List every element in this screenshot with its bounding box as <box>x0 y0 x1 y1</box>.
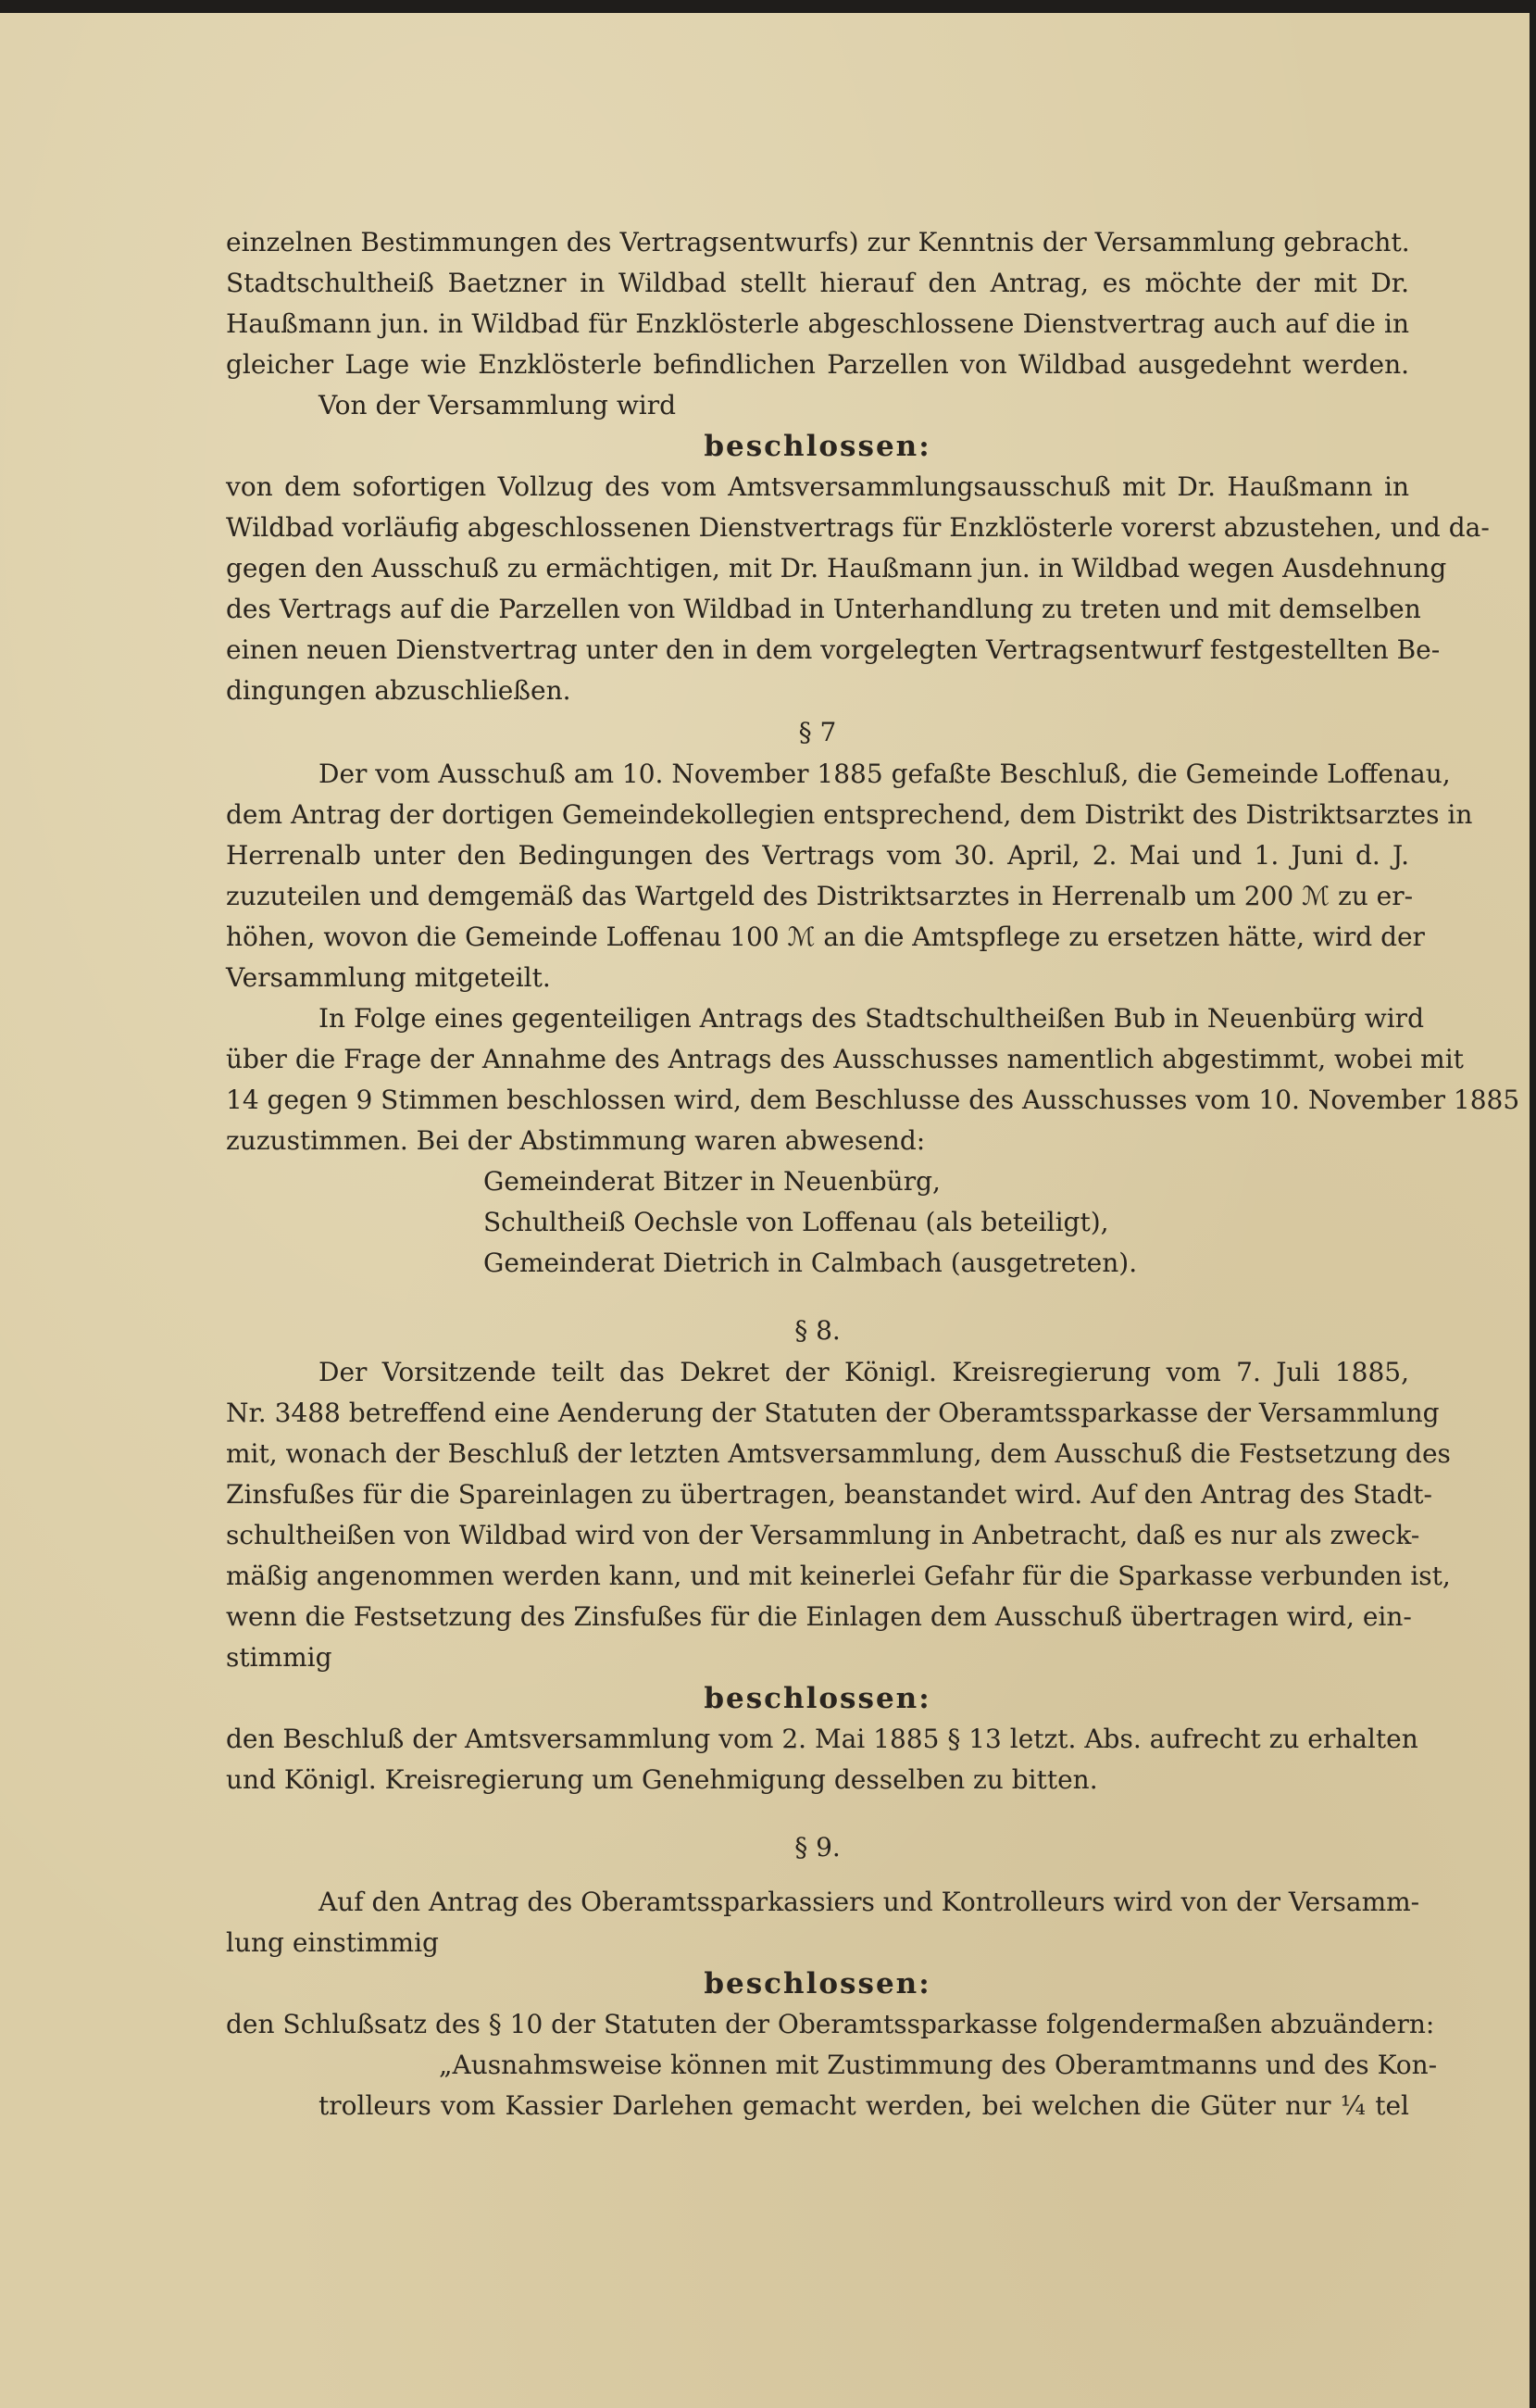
text-line: stimmig <box>226 1642 332 1673</box>
text-line: wenn die Festsetzung des Zinsfußes für die Einlagen dem Ausschuß übertragen wird, ein- <box>226 1601 1412 1632</box>
text-line: dingungen abzuschließen. <box>226 675 571 706</box>
text-line: Nr. 3488 betreffend eine Aenderung der Statuten der Oberamtssparkasse der Versammlung <box>226 1398 1440 1428</box>
document-body <box>226 222 1520 2126</box>
text-line: 14 gegen 9 Stimmen beschlossen wird, dem Beschlusse des Ausschusses vom 10. November 1885 <box>226 1085 1520 1115</box>
text-line: mäßig angenommen werden kann, und mit keinerlei Gefahr für die Sparkasse verbunden ist, <box>226 1561 1451 1591</box>
section-number: § 8. <box>794 1315 841 1346</box>
text-line: Versammlung mitgeteilt. <box>226 962 551 993</box>
text-line: zuzustimmen. Bei der Abstimmung waren abwesend: <box>226 1125 926 1156</box>
text-line: Der Vorsitzende teilt das Dekret der Königl. Kreisregierung vom 7. Juli 1885, <box>318 1357 1409 1387</box>
text-line: mit, wonach der Beschluß der letzten Amtsversammlung, dem Ausschuß die Festsetzung des <box>226 1438 1451 1469</box>
text-line: gleicher Lage wie Enzklösterle befindlichen Parzellen von Wildbad ausgedehnt werden. <box>226 349 1409 380</box>
text-line: über die Frage der Annahme des Antrags des Ausschusses namentlich abgestimmt, wobei mit <box>226 1044 1464 1074</box>
absent-member: Schultheiß Oechsle von Loffenau (als beteiligt), <box>483 1207 1109 1237</box>
text-line: Von der Versammlung wird <box>318 390 677 420</box>
resolution-heading: beschlossen: <box>704 430 931 463</box>
text-line: gegen den Ausschuß zu ermächtigen, mit Dr. Haußmann jun. in Wildbad wegen Ausdehnung <box>226 553 1447 583</box>
text-line: Herrenalb unter den Bedingungen des Vertrags vom 30. April, 2. Mai und 1. Juni d. J. <box>226 840 1409 871</box>
document-page <box>0 13 1530 2408</box>
resolution-heading: beschlossen: <box>704 1682 931 1715</box>
quoted-line: „Ausnahmsweise können mit Zustimmung des Oberamtmanns und des Kon- <box>439 2050 1438 2080</box>
text-line: den Schlußsatz des § 10 der Statuten der Oberamtssparkasse folgendermaßen abzuändern: <box>226 2009 1435 2039</box>
text-line: Haußmann jun. in Wildbad für Enzklösterle abgeschlossene Dienstvertrag auch auf die in <box>226 308 1409 339</box>
text-line: Auf den Antrag des Oberamtssparkassiers und Kontrolleurs wird von der Versamm- <box>318 1887 1420 1917</box>
resolution-heading: beschlossen: <box>704 1967 931 2000</box>
absent-member: Gemeinderat Bitzer in Neuenbürg, <box>483 1166 941 1197</box>
text-line: einen neuen Dienstvertrag unter den in dem vorgelegten Vertragsentwurf festgestellten Be- <box>226 634 1441 665</box>
text-line: lung einstimmig <box>226 1927 439 1958</box>
text-line: schultheißen von Wildbad wird von der Versammlung in Anbetracht, daß es nur als zweck- <box>226 1520 1420 1550</box>
quoted-line: trolleurs vom Kassier Darlehen gemacht werden, bei welchen die Güter nur ¼ tel <box>318 2090 1409 2121</box>
text-line: des Vertrags auf die Parzellen von Wildbad in Unterhandlung zu treten und mit demselben <box>226 594 1421 624</box>
text-line: den Beschluß der Amtsversammlung vom 2. Mai 1885 § 13 letzt. Abs. aufrecht zu erhalten <box>226 1724 1418 1754</box>
text-line: Zinsfußes für die Spareinlagen zu übertragen, beanstandet wird. Auf den Antrag des Stadt- <box>226 1479 1432 1510</box>
text-line: Stadtschultheiß Baetzner in Wildbad stellt hierauf den Antrag, es möchte der mit Dr. <box>226 268 1409 298</box>
section-number: § 7 <box>798 717 837 747</box>
text-line: und Königl. Kreisregierung um Genehmigung desselben zu bitten. <box>226 1764 1098 1795</box>
text-line: Der vom Ausschuß am 10. November 1885 gefaßte Beschluß, die Gemeinde Loffenau, <box>318 759 1451 789</box>
text-line: höhen, wovon die Gemeinde Loffenau 100 ℳ an die Amtspflege zu ersetzen hätte, wird der <box>226 922 1425 952</box>
text-line: dem Antrag der dortigen Gemeindekollegien entsprechend, dem Distrikt des Distriktsarztes in <box>226 799 1473 830</box>
absent-member: Gemeinderat Dietrich in Calmbach (ausgetreten). <box>483 1248 1138 1278</box>
text-line: von dem sofortigen Vollzug des vom Amtsversammlungsausschuß mit Dr. Haußmann in <box>226 471 1409 502</box>
text-line: zuzuteilen und demgemäß das Wartgeld des Distriktsarztes in Herrenalb um 200 ℳ zu er- <box>226 881 1414 911</box>
text-line: In Folge eines gegenteiligen Antrags des Stadtschultheißen Bub in Neuenbürg wird <box>318 1003 1424 1034</box>
section-number: § 9. <box>794 1832 841 1862</box>
text-line: einzelnen Bestimmungen des Vertragsentwurfs) zur Kenntnis der Versammlung gebracht. <box>226 227 1410 257</box>
text-line: Wildbad vorläufig abgeschlossenen Dienstvertrags für Enzklösterle vorerst abzustehen, und da- <box>226 512 1490 543</box>
